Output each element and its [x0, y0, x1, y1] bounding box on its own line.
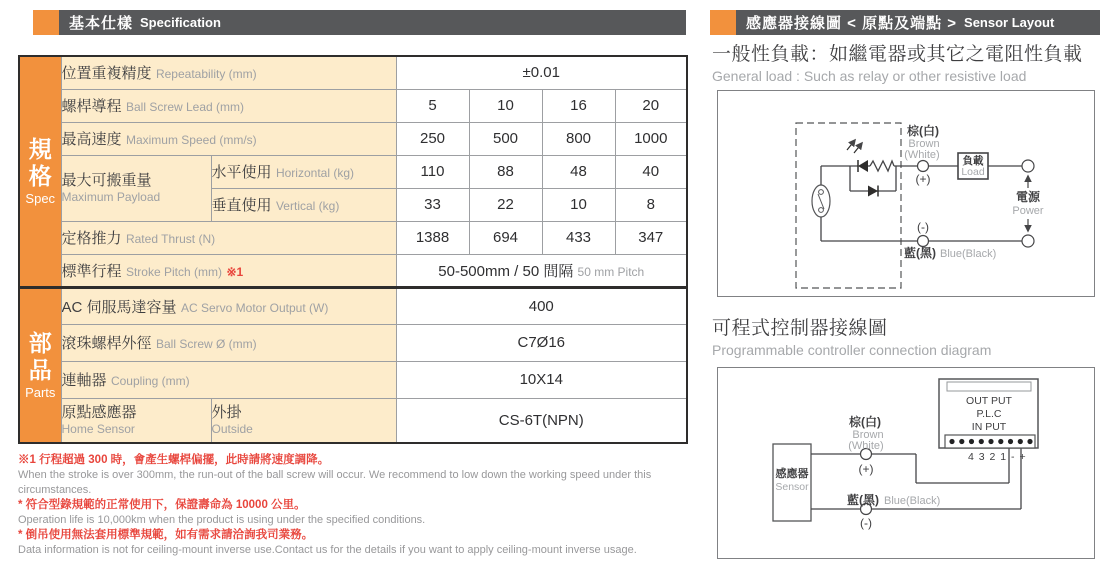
sensor-header-title-zh: 感應器接線圖 < 原點及端點 >	[746, 15, 958, 32]
label-stroke-pitch	[61, 254, 396, 287]
plc-line-input: IN PUT	[971, 421, 1007, 433]
value-horizontal-2: 88	[469, 155, 542, 188]
label-max-speed	[61, 122, 396, 155]
value-vertical-2: 22	[469, 188, 542, 221]
power-label-zh: 電源	[1015, 190, 1041, 204]
label-servo-output-zh: AC 伺服馬達容量	[61, 298, 177, 316]
footnote-3-zh: * 倒吊使用無法套用標準規範，如有需求請洽詢我司業務。	[18, 529, 314, 541]
value-stroke-pitch-sub: 50 mm Pitch	[577, 264, 645, 279]
terminal-dots	[949, 439, 1032, 444]
label-ball-screw-lead	[61, 89, 396, 122]
power-terminal-top	[1022, 160, 1034, 172]
label-ball-screw-dia-zh: 滾珠螺桿外徑	[61, 335, 152, 352]
value-lead-1: 5	[396, 89, 469, 122]
label-servo-output	[61, 287, 396, 324]
sensor-header-bar	[736, 10, 1100, 35]
label-home-sensor	[61, 398, 211, 443]
value-stroke-pitch-main: 50-500mm / 50 間隔	[438, 262, 574, 280]
sensor-box-label-en: Sensor	[775, 481, 809, 493]
label-home-sensor-zh: 原點感應器	[61, 404, 137, 422]
sidebar-parts	[19, 287, 61, 443]
load-label-zh: 負載	[962, 155, 984, 167]
value-speed-3: 800	[542, 122, 615, 155]
diode-icon	[868, 186, 878, 197]
general-load-diagram	[717, 90, 1095, 297]
general-load-title-zh: 一般性負載：如繼電器或其它之電阻性負載	[712, 44, 1083, 65]
plc-diagram-title	[712, 317, 991, 359]
reed-switch-symbol	[812, 185, 830, 217]
minus-label: (-)	[917, 220, 929, 234]
plc-box	[939, 379, 1038, 463]
value-home-sensor: CS-6T(NPN)	[396, 398, 687, 443]
value-speed-1: 250	[396, 122, 469, 155]
label-ball-screw-lead-en: Ball Screw Lead (mm)	[125, 100, 244, 114]
general-load-title-en: General load : Such as relay or other resistive load	[712, 68, 1027, 84]
blue-wire-label-en: Blue(Black)	[940, 248, 997, 260]
load-label-en: Load	[961, 166, 985, 178]
value-servo-output: 400	[396, 287, 687, 324]
power-terminal-bottom	[1022, 235, 1034, 247]
orange-accent-square-right	[710, 10, 736, 35]
label-max-speed-en: Maximum Speed (mm/s)	[125, 133, 257, 147]
label-ball-screw-dia-en: Ball Screw Ø (mm)	[155, 337, 257, 351]
label-rated-thrust	[61, 221, 396, 254]
value-horizontal-3: 48	[542, 155, 615, 188]
sidebar-spec-en: Spec	[25, 191, 56, 207]
label-ball-screw-dia	[61, 324, 396, 361]
value-lead-3: 16	[542, 89, 615, 122]
general-load-title	[712, 43, 1083, 85]
spec-row-repeatability	[19, 56, 687, 89]
label-home-sensor-en: Home Sensor	[61, 422, 135, 437]
brown-wire-label-en2: (White)	[904, 149, 940, 161]
sensor-box-label-zh: 感應器	[775, 468, 809, 480]
blue-wire-label-zh: 藍(黑)	[904, 246, 936, 260]
minus-terminal	[918, 236, 929, 247]
plc-line-output: OUT PUT	[966, 395, 1012, 407]
footnote-1-en: When the stroke is over 300mm, the run-out of the ball screw will occur. We recommend to low down the working speed under this circumstances.	[18, 469, 652, 496]
footnotes	[18, 453, 693, 558]
sidebar-spec-zh: 規格	[28, 136, 52, 190]
spec-row-ball-screw-lead	[19, 89, 687, 122]
label-coupling-en: Coupling (mm)	[110, 374, 190, 388]
blue-wire-label-zh: 藍(黑)	[847, 493, 879, 507]
plc-diagram-title-zh: 可程式控制器接線圖	[712, 318, 888, 339]
plc-circuit	[718, 368, 1094, 558]
label-max-speed-zh: 最高速度	[61, 131, 122, 148]
brown-wire-label-en2: (White)	[848, 440, 884, 452]
footnote-2-zh: * 符合型錄規範的正常使用下，保證壽命為 10000 公里。	[18, 499, 306, 511]
spec-row-max-speed	[19, 122, 687, 155]
value-vertical-1: 33	[396, 188, 469, 221]
spec-row-stroke-pitch	[19, 254, 687, 287]
terminal-labels: 4 3 2 1 - +	[968, 451, 1027, 463]
label-repeatability-zh: 位置重複精度	[61, 65, 152, 83]
sidebar-parts-en: Parts	[25, 385, 56, 401]
sensor-header-title-en: Sensor Layout	[964, 15, 1055, 30]
brown-wire-label-en1: Brown	[908, 138, 940, 150]
spec-row-rated-thrust	[19, 221, 687, 254]
sidebar-spec	[19, 56, 61, 287]
label-vertical	[211, 188, 396, 221]
plc-line-plc: P.L.C	[976, 408, 1002, 420]
value-speed-4: 1000	[615, 122, 687, 155]
spec-table	[18, 55, 688, 444]
label-rated-thrust-zh: 定格推力	[61, 230, 122, 247]
plus-label: (+)	[858, 462, 874, 476]
label-horizontal-zh: 水平使用	[211, 164, 272, 181]
value-vertical-4: 8	[615, 188, 687, 221]
value-horizontal-4: 40	[615, 155, 687, 188]
footnote-2-en: Operation life is 10,000km when the product is using under the specified conditions.	[18, 514, 426, 526]
value-coupling: 10X14	[396, 361, 687, 398]
spec-header-bar	[59, 10, 686, 35]
label-stroke-pitch-en: Stroke Pitch (mm)	[125, 264, 222, 279]
label-horizontal	[211, 155, 396, 188]
label-max-payload	[61, 155, 211, 221]
value-thrust-2: 694	[469, 221, 542, 254]
label-outside-zh: 外掛	[211, 404, 242, 422]
value-thrust-4: 347	[615, 221, 687, 254]
general-load-circuit	[718, 91, 1094, 296]
plus-terminal	[918, 161, 929, 172]
label-max-payload-en: Maximum Payload	[61, 190, 161, 204]
value-lead-2: 10	[469, 89, 542, 122]
brown-wire-label-zh: 棕(白)	[849, 415, 881, 429]
value-ball-screw-dia: C7Ø16	[396, 324, 687, 361]
footnote-3-en: Data information is not for ceiling-mount inverse use.Contact us for the details if you want to apply ceiling-mount inverse usage.	[18, 544, 637, 556]
value-thrust-1: 1388	[396, 221, 469, 254]
spec-header-title-zh: 基本仕樣	[69, 15, 134, 32]
label-repeatability	[61, 56, 396, 89]
parts-row-ball-screw-dia	[19, 324, 687, 361]
label-ball-screw-lead-zh: 螺桿導程	[61, 98, 122, 115]
parts-row-coupling	[19, 361, 687, 398]
label-outside-en: Outside	[211, 422, 253, 437]
orange-accent-square	[33, 10, 59, 35]
label-vertical-zh: 垂直使用	[211, 197, 272, 214]
plus-label: (+)	[915, 172, 931, 186]
value-speed-2: 500	[469, 122, 542, 155]
value-lead-4: 20	[615, 89, 687, 122]
spec-section-header	[33, 10, 686, 35]
value-horizontal-1: 110	[396, 155, 469, 188]
label-repeatability-en: Repeatability (mm)	[155, 67, 257, 82]
minus-label: (-)	[860, 516, 872, 530]
value-vertical-3: 10	[542, 188, 615, 221]
value-thrust-3: 433	[542, 221, 615, 254]
label-stroke-pitch-zh: 標準行程	[61, 262, 122, 280]
stroke-pitch-note-mark: ※1	[226, 264, 244, 279]
blue-wire-label-en: Blue(Black)	[884, 495, 941, 507]
sidebar-parts-zh: 部品	[28, 330, 52, 384]
parts-row-servo-output	[19, 287, 687, 324]
label-coupling	[61, 361, 396, 398]
power-label-en: Power	[1012, 205, 1044, 217]
label-coupling-zh: 連軸器	[61, 372, 107, 389]
label-rated-thrust-en: Rated Thrust (N)	[125, 232, 216, 246]
label-horizontal-en: Horizontal (kg)	[275, 166, 354, 180]
label-servo-output-en: AC Servo Motor Output (W)	[180, 300, 329, 315]
parts-row-home-sensor	[19, 398, 687, 443]
label-max-payload-zh: 最大可搬重量	[61, 172, 152, 189]
footnote-1-zh: ※1 行程超過 300 時，會產生螺桿偏擺，此時請將速度調降。	[18, 454, 330, 466]
label-vertical-en: Vertical (kg)	[275, 199, 340, 213]
plc-diagram-title-en: Programmable controller connection diagram	[712, 342, 992, 358]
label-home-sensor-outside	[211, 398, 396, 443]
value-stroke-pitch	[396, 254, 687, 287]
spec-row-payload-horizontal	[19, 155, 687, 188]
spec-header-title-en: Specification	[140, 15, 221, 30]
plc-connection-diagram	[717, 367, 1095, 559]
value-repeatability: ±0.01	[396, 56, 687, 89]
brown-wire-label-en1: Brown	[852, 429, 884, 441]
brown-wire-label-zh: 棕(白)	[907, 124, 939, 138]
sensor-section-header	[710, 10, 1100, 35]
